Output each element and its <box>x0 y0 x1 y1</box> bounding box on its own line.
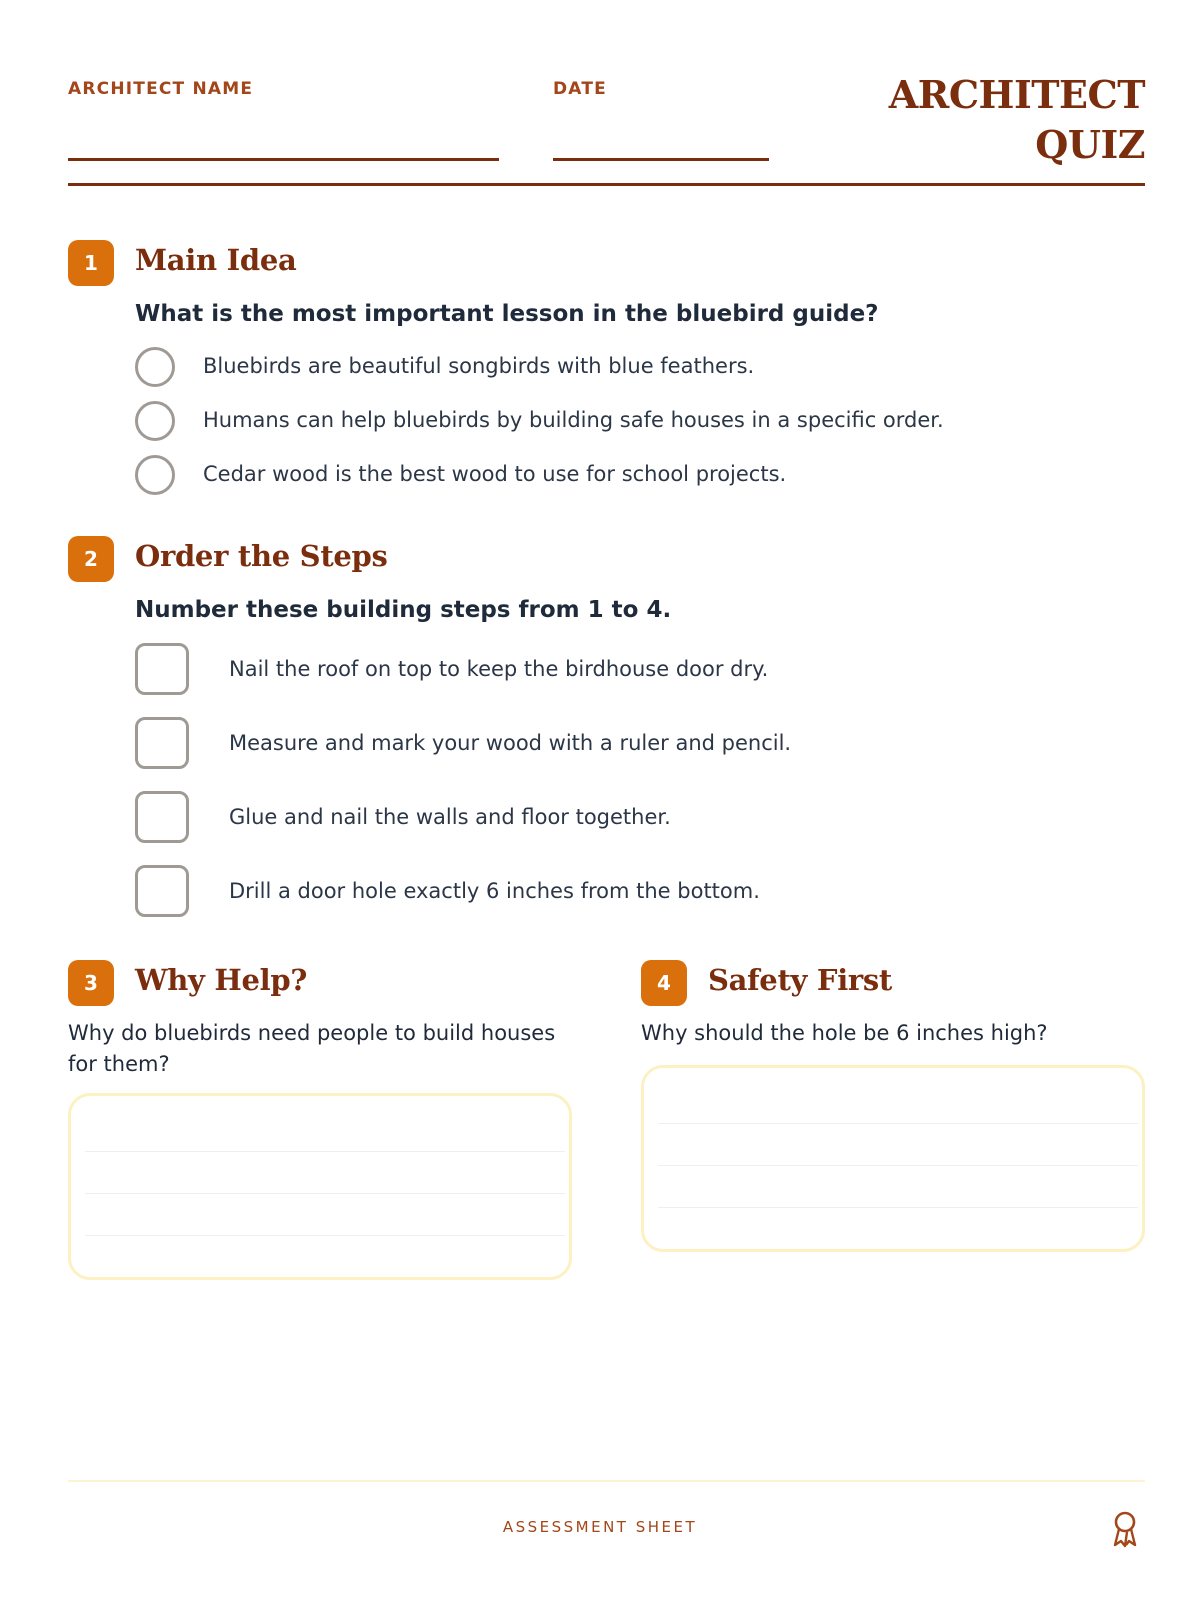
answer-line <box>658 1165 1138 1166</box>
section-2-title: Order the Steps <box>135 539 388 573</box>
answer-line <box>658 1207 1138 1208</box>
section-1-question: What is the most important lesson in the bluebird guide? <box>135 301 879 327</box>
step-2-number-box[interactable] <box>135 717 189 769</box>
header <box>68 60 1145 186</box>
answer-line <box>85 1193 565 1194</box>
architect-name-label: ARCHITECT NAME <box>68 79 254 99</box>
step-1-number-box[interactable] <box>135 643 189 695</box>
step-3-text: Glue and nail the walls and floor together. <box>229 805 671 829</box>
footer-label: ASSESSMENT SHEET <box>502 1518 698 1536</box>
option-3-radio[interactable] <box>135 455 175 495</box>
step-4-number-box[interactable] <box>135 865 189 917</box>
step-1-text: Nail the roof on top to keep the birdhouse door dry. <box>229 657 769 681</box>
section-2-badge: 2 <box>68 536 114 582</box>
section-4-badge: 4 <box>641 960 687 1006</box>
section-3-title: Why Help? <box>135 963 308 997</box>
section-3-prompt: Why do bluebirds need people to build houses for them? <box>68 1021 556 1076</box>
section-2-question: Number these building steps from 1 to 4. <box>135 597 672 623</box>
step-2-text: Measure and mark your wood with a ruler and pencil. <box>229 731 792 755</box>
answer-line <box>658 1123 1138 1124</box>
section-3-badge: 3 <box>68 960 114 1006</box>
option-1-text: Bluebirds are beautiful songbirds with blue feathers. <box>203 354 755 378</box>
section-1-title: Main Idea <box>135 243 297 277</box>
section-3-answer-box[interactable] <box>68 1093 572 1280</box>
page-title <box>889 70 1145 170</box>
option-1-radio[interactable] <box>135 347 175 387</box>
answer-line <box>85 1151 565 1152</box>
award-ribbon-icon <box>1111 1510 1139 1548</box>
option-3-text: Cedar wood is the best wood to use for school projects. <box>203 462 787 486</box>
section-4-prompt: Why should the hole be 6 inches high? <box>641 1021 1048 1045</box>
section-1-badge: 1 <box>68 240 114 286</box>
answer-line <box>85 1235 565 1236</box>
architect-name-line[interactable] <box>68 158 499 161</box>
option-2-radio[interactable] <box>135 401 175 441</box>
section-4-answer-box[interactable] <box>641 1065 1145 1252</box>
date-label: DATE <box>553 79 607 99</box>
title-line-2: QUIZ <box>1035 122 1145 167</box>
title-line-1: ARCHITECT <box>888 72 1145 117</box>
date-line[interactable] <box>553 158 769 161</box>
step-4-text: Drill a door hole exactly 6 inches from the bottom. <box>229 879 760 903</box>
step-3-number-box[interactable] <box>135 791 189 843</box>
option-2-text: Humans can help bluebirds by building safe houses in a specific order. <box>203 408 944 432</box>
section-4-title: Safety First <box>708 963 893 997</box>
footer-divider <box>68 1480 1145 1482</box>
